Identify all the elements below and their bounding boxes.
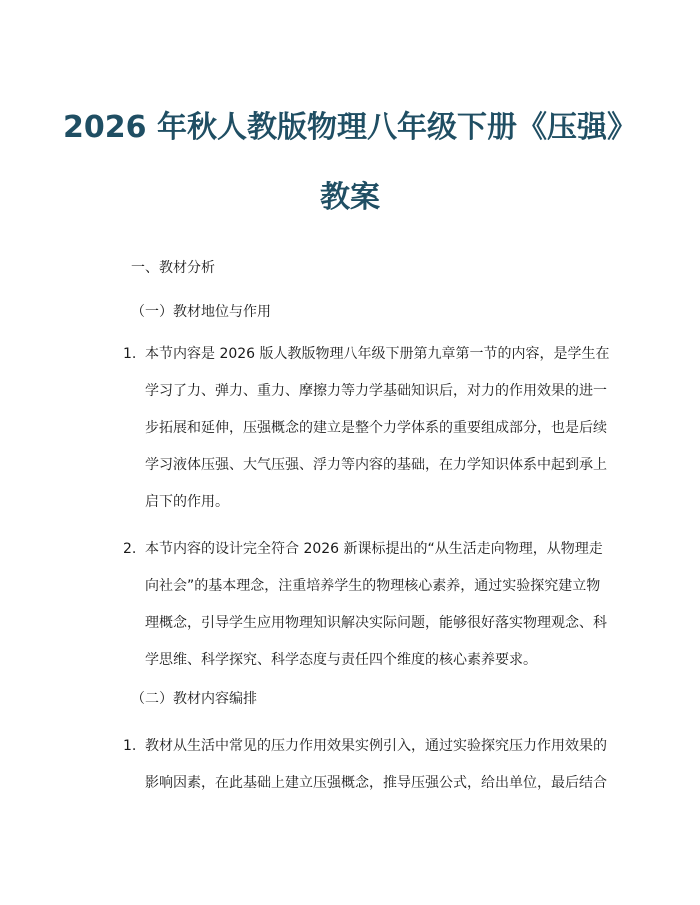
text-line: 理概念，引导学生应用物理知识解决实际问题，能够很好落实物理观念、科	[145, 615, 607, 631]
text-line: 教材从生活中常见的压力作用效果实例引入，通过实验探究压力作用效果的	[145, 738, 607, 754]
list-item-text	[145, 531, 605, 679]
document-title-line-1: 2026 年秋人教版物理八年级下册《压强》	[63, 110, 637, 145]
text-line: 本节内容是 2026 版人教版物理八年级下册第九章第一节的内容，是学生在	[145, 346, 610, 362]
list-item-text	[145, 728, 605, 802]
text-line: 本节内容的设计完全符合 2026 新课标提出的“从生活走向物理，从物理走	[145, 541, 603, 557]
section-heading-teaching-material-analysis: 一、教材分析	[131, 260, 215, 276]
text-line: 学习液体压强、大气压强、浮力等内容的基础，在力学知识体系中起到承上	[145, 457, 607, 473]
text-line: 影响因素，在此基础上建立压强概念，推导压强公式，给出单位，最后结合	[145, 775, 607, 791]
list-item-number: 1.	[123, 346, 137, 362]
subsection-heading-content-arrangement: （二）教材内容编排	[131, 691, 257, 707]
subsection-heading-position-and-role: （一）教材地位与作用	[131, 304, 271, 320]
text-line: 学习了力、弹力、重力、摩擦力等力学基础知识后，对力的作用效果的进一	[145, 383, 607, 399]
text-line: 步拓展和延伸，压强概念的建立是整个力学体系的重要组成部分，也是后续	[145, 420, 607, 436]
text-line: 启下的作用。	[145, 494, 229, 510]
list-item-number: 1.	[123, 738, 137, 754]
text-line: 向社会”的基本理念，注重培养学生的物理核心素养，通过实验探究建立物	[145, 578, 601, 594]
list-item-number: 2.	[123, 541, 137, 557]
text-line: 学思维、科学探究、科学态度与责任四个维度的核心素养要求。	[145, 652, 537, 668]
list-item-text	[145, 336, 610, 521]
document-title-line-2: 教案	[320, 180, 380, 215]
